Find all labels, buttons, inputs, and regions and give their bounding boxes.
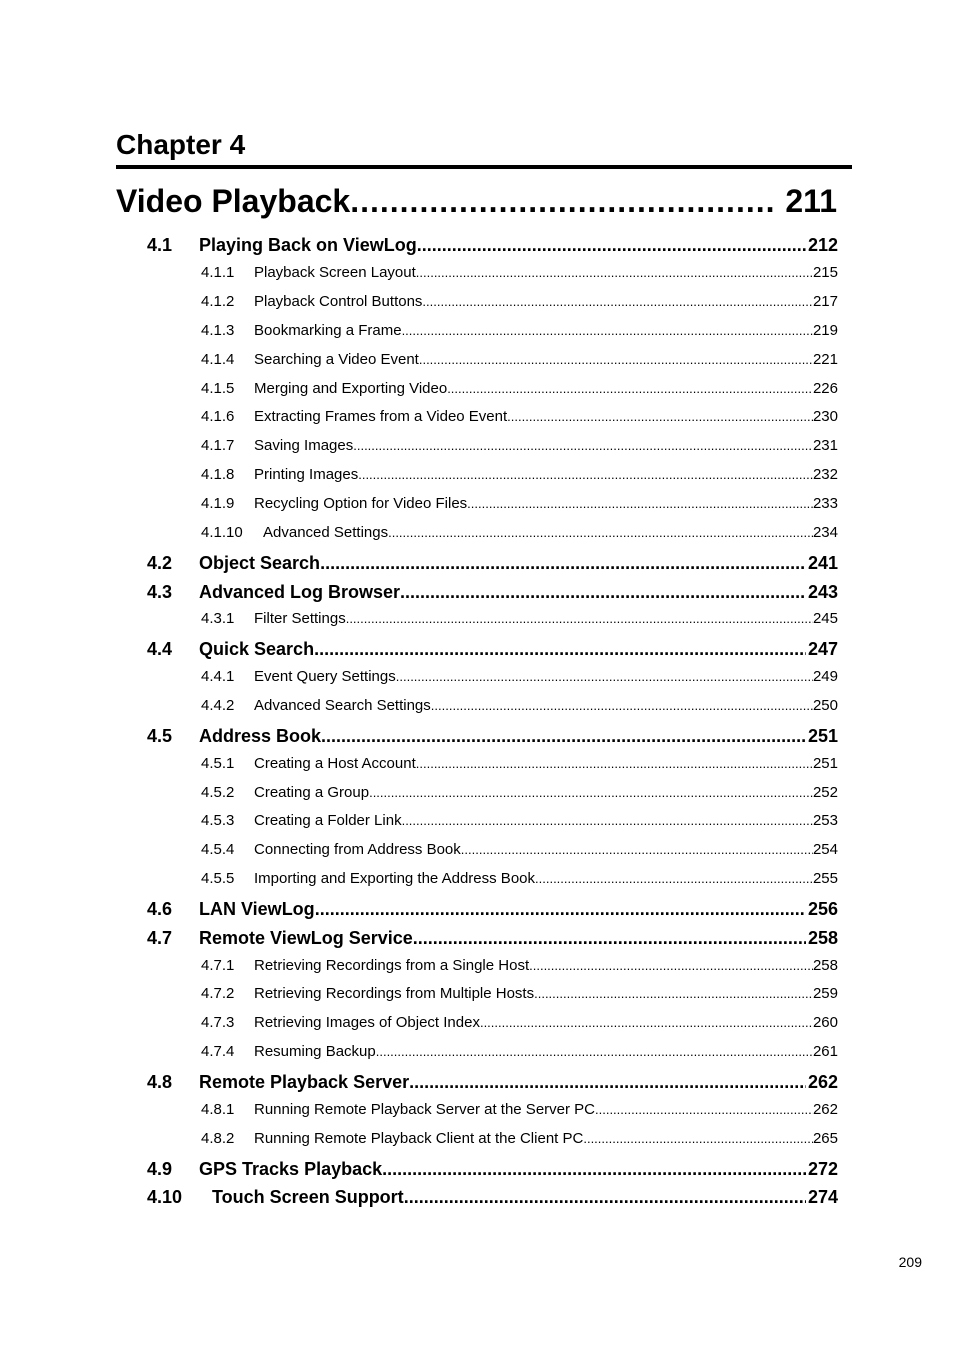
toc-subsection-entry[interactable]	[201, 437, 838, 457]
toc-entry-number: 4.1.2	[201, 293, 235, 310]
dot-leader	[467, 495, 813, 512]
toc-subsection-entry[interactable]	[201, 755, 838, 775]
toc-entry-number: 4.5.1	[201, 755, 235, 772]
toc-section-entry[interactable]	[147, 928, 838, 952]
toc-entry-page: 258	[812, 957, 838, 974]
dot-leader	[402, 322, 813, 339]
toc-entry-page: 221	[812, 351, 838, 368]
toc-entry-number: 4.1.10	[201, 524, 243, 541]
toc-subsection-entry[interactable]	[201, 610, 838, 630]
toc-entry-number: 4.10	[147, 1187, 183, 1207]
dot-leader	[583, 1130, 813, 1147]
toc-entry-title: Advanced Settings	[263, 524, 389, 541]
dot-leader	[321, 726, 806, 747]
toc-entry-title: Creating a Group	[254, 784, 370, 801]
toc-entry-page: 250	[812, 697, 838, 714]
toc-entry-number: 4.5.2	[201, 784, 235, 801]
dot-leader	[529, 957, 813, 974]
toc-subsection-entry[interactable]	[201, 1130, 838, 1150]
dot-leader	[314, 639, 806, 660]
toc-entry-title: Running Remote Playback Client at the Client PC	[254, 1130, 584, 1147]
dot-leader	[413, 928, 806, 949]
toc-entry-page: 231	[812, 437, 838, 454]
toc-entry-number: 4.9	[147, 1159, 173, 1179]
toc-entry-page: 262	[807, 1072, 838, 1092]
toc-subsection-entry[interactable]	[201, 985, 838, 1005]
toc-entry-title: Creating a Host Account	[254, 755, 416, 772]
dot-leader	[404, 1187, 806, 1208]
toc-entry-page: 256	[807, 899, 838, 919]
dot-leader	[388, 524, 813, 541]
chapter-label: Chapter 4	[116, 129, 246, 160]
toc-entry-page: 247	[807, 639, 838, 659]
dot-leader	[409, 1072, 806, 1093]
toc-entry-page: 272	[807, 1159, 838, 1179]
toc-entry-page: 226	[812, 380, 838, 397]
toc-entry-title: LAN ViewLog	[199, 899, 315, 919]
toc-entry-page: 252	[812, 784, 838, 801]
toc-entry-page: 254	[812, 841, 838, 858]
dot-leader	[400, 582, 806, 603]
toc-entry-number: 4.7.2	[201, 985, 235, 1002]
dot-leader	[595, 1101, 813, 1118]
toc-subsection-entry[interactable]	[201, 293, 838, 313]
toc-subsection-entry[interactable]	[201, 812, 838, 832]
toc-entry-page: 251	[807, 726, 838, 746]
dot-leader	[417, 235, 806, 256]
toc-section-entry[interactable]	[147, 235, 838, 259]
toc-subsection-entry[interactable]	[201, 466, 838, 486]
dot-leader	[461, 841, 813, 858]
toc-entry-title: Advanced Search Settings	[254, 697, 431, 714]
toc-entry-number: 4.7	[147, 928, 173, 948]
toc-section-entry[interactable]	[147, 899, 838, 923]
toc-entry-page: 251	[812, 755, 838, 772]
toc-subsection-entry[interactable]	[201, 322, 838, 342]
toc-chapter-entry[interactable]	[116, 183, 837, 225]
toc-subsection-entry[interactable]	[201, 697, 838, 717]
toc-entry-page: 241	[807, 553, 838, 573]
toc-entry-number: 4.7.4	[201, 1043, 235, 1060]
toc-subsection-entry[interactable]	[201, 841, 838, 861]
toc-section-entry[interactable]	[147, 582, 838, 606]
dot-leader	[535, 870, 813, 887]
toc-entry-number: 4.1.3	[201, 322, 235, 339]
toc-entry-page: 243	[807, 582, 838, 602]
dot-leader	[419, 351, 813, 368]
toc-entry-number: 4.1.8	[201, 466, 235, 483]
toc-entry-number: 4.5.5	[201, 870, 235, 887]
toc-entry-number: 4.3	[147, 582, 173, 602]
dot-leader	[402, 812, 813, 829]
toc-entry-number: 4.1.7	[201, 437, 235, 454]
toc-entry-page: 265	[812, 1130, 838, 1147]
toc-entry-number: 4.4	[147, 639, 173, 659]
toc-entry-title: Creating a Folder Link	[254, 812, 402, 829]
toc-entry-number: 4.1	[147, 235, 173, 255]
toc-entry-title: Remote ViewLog Service	[199, 928, 413, 948]
toc-entry-number: 4.3.1	[201, 610, 235, 627]
dot-leader	[358, 466, 813, 483]
toc-entry-page: 230	[812, 408, 838, 425]
dot-leader	[416, 264, 813, 281]
dot-leader	[320, 553, 806, 574]
toc-entry-title: Filter Settings	[254, 610, 346, 627]
toc-entry-title: Recycling Option for Video Files	[254, 495, 468, 512]
toc-entry-title: Retrieving Recordings from Multiple Hosts	[254, 985, 535, 1002]
toc-entry-number: 4.7.3	[201, 1014, 235, 1031]
toc-subsection-entry[interactable]	[201, 524, 838, 544]
chapter-page-number: 211	[785, 183, 837, 219]
toc-entry-page: 212	[807, 235, 838, 255]
toc-entry-page: 215	[812, 264, 838, 281]
page-number: 209	[898, 1254, 922, 1270]
toc-entry-title: Event Query Settings	[254, 668, 396, 685]
toc-subsection-entry[interactable]	[201, 668, 838, 688]
toc-entry-number: 4.1.6	[201, 408, 235, 425]
toc-entry-page: 259	[812, 985, 838, 1002]
toc-entry-title: Retrieving Images of Object Index	[254, 1014, 480, 1031]
toc-subsection-entry[interactable]	[201, 408, 838, 428]
toc-entry-title: Saving Images	[254, 437, 354, 454]
toc-entry-number: 4.4.1	[201, 668, 235, 685]
toc-entry-number: 4.8.1	[201, 1101, 235, 1118]
toc-entry-number: 4.5.3	[201, 812, 235, 829]
toc-entry-number: 4.5.4	[201, 841, 235, 858]
toc-entry-title: Retrieving Recordings from a Single Host	[254, 957, 530, 974]
toc-entry-title: GPS Tracks Playback	[199, 1159, 383, 1179]
toc-entry-number: 4.5	[147, 726, 173, 746]
dot-leader	[350, 183, 775, 220]
toc-entry-page: 217	[812, 293, 838, 310]
dot-leader	[353, 437, 813, 454]
toc-section-entry[interactable]	[147, 726, 838, 750]
dot-leader	[382, 1159, 806, 1180]
toc-entry-title: Quick Search	[199, 639, 315, 659]
toc-entry-page: 261	[812, 1043, 838, 1060]
toc-entry-title: Address Book	[199, 726, 322, 746]
toc-entry-page: 234	[812, 524, 838, 541]
toc-entry-page: 233	[812, 495, 838, 512]
toc-entry-title: Object Search	[199, 553, 321, 573]
toc-entry-number: 4.7.1	[201, 957, 235, 974]
toc-entry-title: Playback Control Buttons	[254, 293, 423, 310]
dot-leader	[431, 697, 813, 714]
toc-subsection-entry[interactable]	[201, 351, 838, 371]
toc-entry-number: 4.8.2	[201, 1130, 235, 1147]
toc-subsection-entry[interactable]	[201, 784, 838, 804]
toc-entry-page: 255	[812, 870, 838, 887]
chapter-title: Video Playback	[116, 183, 351, 219]
toc-entry-number: 4.1.5	[201, 380, 235, 397]
dot-leader	[422, 293, 813, 310]
toc-subsection-entry[interactable]	[201, 1043, 838, 1063]
toc-entry-title: Touch Screen Support	[212, 1187, 404, 1207]
toc-entry-title: Importing and Exporting the Address Book	[254, 870, 536, 887]
toc-entry-page: 274	[807, 1187, 838, 1207]
toc-entry-title: Bookmarking a Frame	[254, 322, 402, 339]
dot-leader	[480, 1014, 813, 1031]
toc-subsection-entry[interactable]	[201, 957, 838, 977]
toc-entry-title: Remote Playback Server	[199, 1072, 410, 1092]
toc-entry-page: 262	[812, 1101, 838, 1118]
toc-subsection-entry[interactable]	[201, 495, 838, 515]
toc-entry-title: Playing Back on ViewLog	[199, 235, 417, 255]
toc-subsection-entry[interactable]	[201, 1014, 838, 1034]
dot-leader	[396, 668, 813, 685]
toc-entry-title: Searching a Video Event	[254, 351, 419, 368]
toc-section-entry[interactable]	[147, 1072, 838, 1096]
dot-leader	[376, 1043, 813, 1060]
dot-leader	[447, 380, 813, 397]
toc-entry-page: 258	[807, 928, 838, 948]
toc-section-entry[interactable]	[147, 553, 838, 577]
toc-entry-page: 245	[812, 610, 838, 627]
toc-entry-title: Merging and Exporting Video	[254, 380, 448, 397]
toc-entry-title: Printing Images	[254, 466, 359, 483]
toc-entry-number: 4.1.4	[201, 351, 235, 368]
toc-section-entry[interactable]	[147, 1159, 838, 1183]
toc-entry-number: 4.8	[147, 1072, 173, 1092]
toc-entry-number: 4.2	[147, 553, 173, 573]
toc-entry-title: Connecting from Address Book	[254, 841, 461, 858]
toc-subsection-entry[interactable]	[201, 380, 838, 400]
dot-leader	[369, 784, 813, 801]
dot-leader	[416, 755, 813, 772]
toc-entry-title: Resuming Backup	[254, 1043, 376, 1060]
toc-subsection-entry[interactable]	[201, 870, 838, 890]
dot-leader	[346, 610, 813, 627]
toc-entry-number: 4.1.1	[201, 264, 235, 281]
toc-entry-title: Extracting Frames from a Video Event	[254, 408, 508, 425]
toc-entry-page: 249	[812, 668, 838, 685]
toc-entry-number: 4.1.9	[201, 495, 235, 512]
toc-entry-page: 260	[812, 1014, 838, 1031]
toc-entry-page: 253	[812, 812, 838, 829]
toc-entry-title: Running Remote Playback Server at the Server PC	[254, 1101, 595, 1118]
toc-entry-number: 4.4.2	[201, 697, 235, 714]
toc-entry-page: 232	[812, 466, 838, 483]
toc-subsection-entry[interactable]	[201, 264, 838, 284]
dot-leader	[315, 899, 806, 920]
chapter-divider	[116, 165, 852, 169]
toc-entry-page: 219	[812, 322, 838, 339]
dot-leader	[507, 408, 813, 425]
toc-section-entry[interactable]	[147, 1187, 838, 1211]
toc-entry-number: 4.6	[147, 899, 173, 919]
toc-entry-title: Playback Screen Layout	[254, 264, 416, 281]
toc-section-entry[interactable]	[147, 639, 838, 663]
toc-subsection-entry[interactable]	[201, 1101, 838, 1121]
dot-leader	[534, 985, 813, 1002]
toc-entry-title: Advanced Log Browser	[199, 582, 401, 602]
